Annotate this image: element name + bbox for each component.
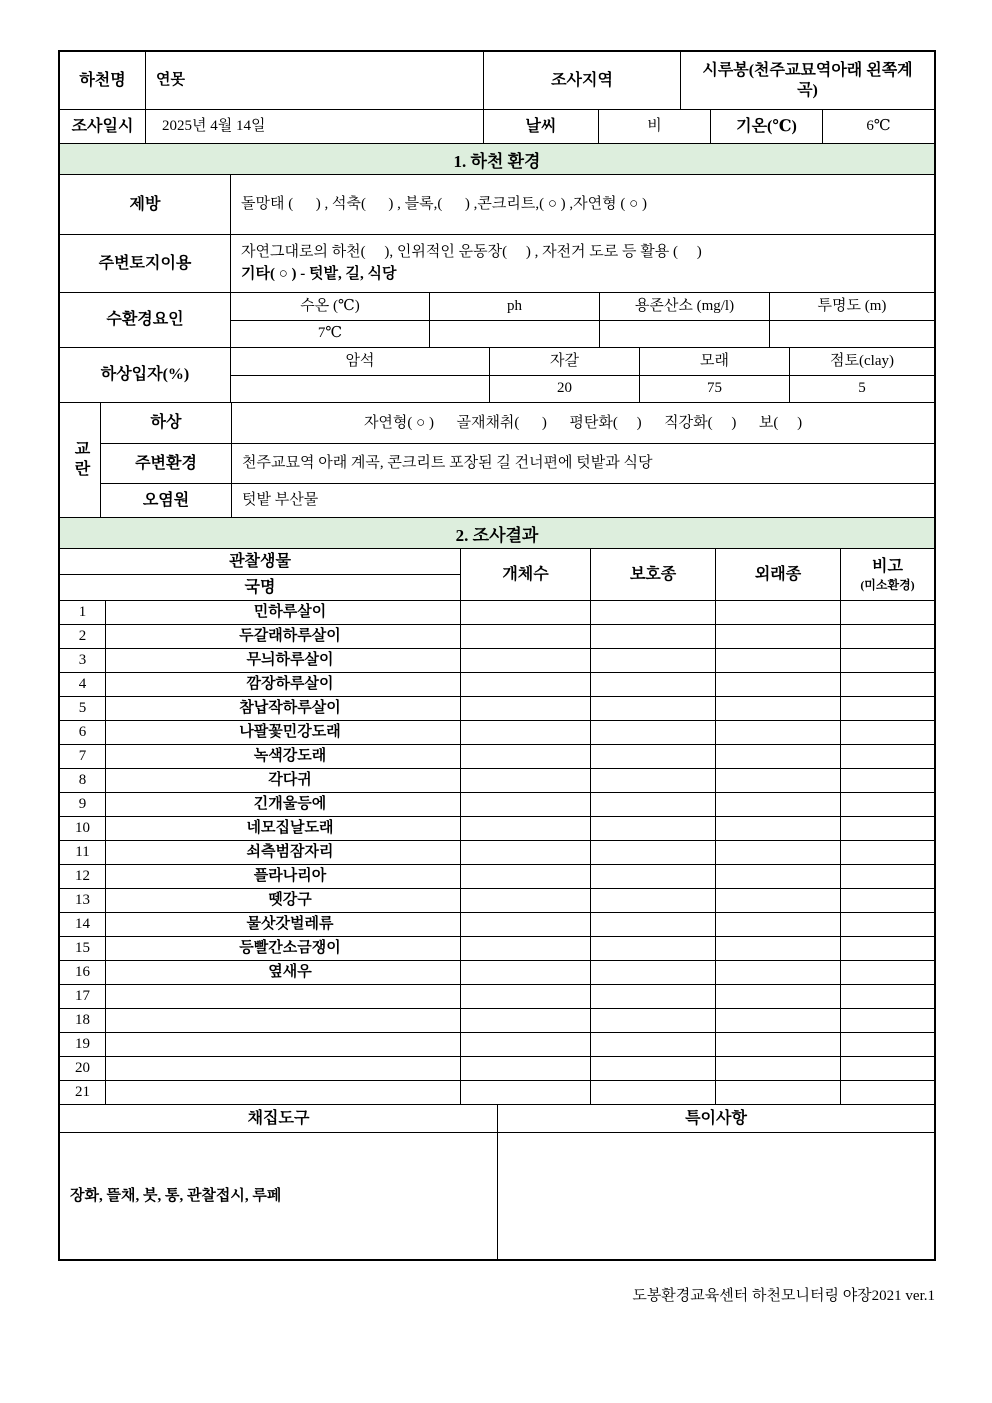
bed-particles-header — [231, 348, 934, 375]
invasive-cell — [715, 745, 840, 768]
species-row — [60, 1080, 934, 1104]
invasive-cell — [715, 1009, 840, 1032]
disturbance-grid — [100, 403, 934, 517]
remark-cell — [840, 745, 934, 768]
count-cell — [460, 961, 590, 984]
species-row — [60, 696, 934, 720]
count-cell — [460, 1009, 590, 1032]
name-header-row — [60, 574, 460, 600]
protected-cell — [590, 673, 715, 696]
remark-cell — [840, 1057, 934, 1080]
invasive-cell — [715, 625, 840, 648]
remark-sub-label: (미소환경) — [860, 577, 915, 592]
remark-cell — [840, 793, 934, 816]
species-row — [60, 672, 934, 696]
land-use-line1: 자연그대로의 하천( ), 인위적인 운동장( ) , 자전거 도로 등 활용 ( ) — [241, 244, 702, 261]
count-cell — [460, 721, 590, 744]
remark-cell — [840, 961, 934, 984]
water-factors-values — [231, 320, 934, 348]
bed-row — [101, 403, 934, 443]
invasive-cell — [715, 1033, 840, 1056]
embankment-label: 제방 — [129, 195, 161, 213]
species-name: 플라나리아 — [105, 865, 460, 888]
species-no: 6 — [78, 724, 87, 741]
remark-cell — [840, 817, 934, 840]
protected-cell — [590, 1009, 715, 1032]
sand-header: 모래 — [639, 348, 789, 375]
observed-header-row — [60, 549, 460, 574]
species-row — [60, 984, 934, 1008]
species-name: 뗏강구 — [105, 889, 460, 912]
invasive-cell — [715, 937, 840, 960]
land-use-line2: 기타( ○ ) - 텃밭, 길, 식당 — [241, 266, 397, 282]
remark-label-cell — [840, 549, 934, 600]
water-temp-header: 수온 (℃) — [300, 297, 360, 314]
land-use-value — [230, 235, 934, 292]
section1-title: 1. 하천 환경 — [60, 143, 934, 174]
species-name: 참납작하루살이 — [105, 697, 460, 720]
temperature-label: 기온(℃) — [710, 110, 822, 143]
invasive-cell — [715, 601, 840, 624]
remark-cell — [840, 985, 934, 1008]
species-no: 10 — [75, 820, 90, 837]
count-cell — [460, 913, 590, 936]
remark-cell — [840, 601, 934, 624]
species-row — [60, 816, 934, 840]
survey-form — [58, 50, 936, 1261]
count-cell — [460, 673, 590, 696]
count-cell — [460, 769, 590, 792]
weather-label: 날씨 — [483, 110, 598, 143]
observed-header-group — [60, 549, 460, 600]
dissolved-oxygen-value — [599, 321, 769, 348]
clay-header: 점토(clay) — [789, 348, 934, 375]
species-no: 9 — [78, 796, 87, 813]
species-no: 20 — [75, 1060, 90, 1077]
species-name — [105, 1081, 460, 1104]
count-cell — [460, 1057, 590, 1080]
protected-label: 보호종 — [590, 549, 715, 600]
notes-label: 특이사항 — [497, 1105, 934, 1132]
survey-date-value: 2025년 4월 14일 — [145, 110, 483, 143]
count-cell — [460, 817, 590, 840]
species-no: 11 — [75, 844, 90, 861]
bed-label: 하상 — [150, 414, 182, 431]
results-header — [60, 548, 934, 600]
species-name — [105, 1057, 460, 1080]
count-cell — [460, 745, 590, 768]
count-cell — [460, 601, 590, 624]
species-row — [60, 624, 934, 648]
pollution-value: 텃밭 부산물 — [231, 484, 934, 517]
species-no: 21 — [75, 1084, 90, 1101]
invasive-cell — [715, 1081, 840, 1104]
protected-cell — [590, 817, 715, 840]
protected-cell — [590, 697, 715, 720]
invasive-cell — [715, 985, 840, 1008]
remark-cell — [840, 841, 934, 864]
protected-cell — [590, 865, 715, 888]
bottom-header-row — [60, 1104, 934, 1132]
gravel-value: 20 — [489, 376, 639, 403]
surroundings-label: 주변환경 — [135, 454, 197, 472]
invasive-cell — [715, 673, 840, 696]
protected-cell — [590, 985, 715, 1008]
section2-title: 2. 조사결과 — [60, 517, 934, 548]
remark-cell — [840, 865, 934, 888]
bed-particles-grid — [230, 348, 934, 402]
disturbance-label: 교란 — [72, 440, 89, 480]
species-row — [60, 1056, 934, 1080]
species-no: 12 — [75, 868, 90, 885]
remark-cell — [840, 649, 934, 672]
invasive-cell — [715, 1057, 840, 1080]
protected-cell — [590, 649, 715, 672]
species-row — [60, 864, 934, 888]
transparency-value — [769, 321, 934, 348]
invasive-cell — [715, 769, 840, 792]
rock-header: 암석 — [345, 352, 375, 369]
species-name: 등빨간소금쟁이 — [105, 937, 460, 960]
species-no: 15 — [75, 940, 90, 957]
protected-cell — [590, 601, 715, 624]
surroundings-value: 천주교묘역 아래 계곡, 콘크리트 포장된 길 건너편에 텃밭과 식당 — [231, 444, 934, 483]
remark-label: 비고 — [872, 557, 903, 575]
species-row — [60, 912, 934, 936]
survey-area-value: 시루봉(천주교묘역아래 왼쪽계곡) — [680, 52, 934, 109]
species-no: 18 — [75, 1012, 90, 1029]
species-row — [60, 600, 934, 624]
species-name: 깜장하루살이 — [105, 673, 460, 696]
species-row — [60, 648, 934, 672]
species-name — [105, 1009, 460, 1032]
species-no: 16 — [75, 964, 90, 981]
species-no: 8 — [78, 772, 87, 789]
protected-cell — [590, 745, 715, 768]
invasive-cell — [715, 961, 840, 984]
species-row — [60, 1032, 934, 1056]
clay-value: 5 — [789, 376, 934, 403]
embankment-row — [60, 174, 934, 234]
water-factors-label: 수환경요인 — [106, 311, 184, 328]
remark-cell — [840, 889, 934, 912]
ph-value — [429, 321, 599, 348]
stream-name-label: 하천명 — [79, 71, 126, 89]
protected-cell — [590, 961, 715, 984]
sand-value: 75 — [639, 376, 789, 403]
notes-value — [497, 1133, 934, 1259]
species-no: 5 — [78, 700, 87, 717]
bed-value: 자연형( ○ ) 골재채취( ) 평탄화( ) 직강화( ) 보( ) — [231, 403, 934, 443]
protected-cell — [590, 793, 715, 816]
bed-particles-row — [60, 347, 934, 402]
temperature-value: 6℃ — [822, 110, 934, 143]
species-name: 옆새우 — [105, 961, 460, 984]
protected-cell — [590, 913, 715, 936]
species-row — [60, 744, 934, 768]
protected-cell — [590, 937, 715, 960]
water-factors-row — [60, 292, 934, 347]
count-cell — [460, 625, 590, 648]
count-cell — [460, 841, 590, 864]
disturbance-block — [60, 402, 934, 517]
species-row — [60, 840, 934, 864]
pollution-label: 오염원 — [142, 491, 190, 509]
species-name — [105, 985, 460, 1008]
protected-cell — [590, 625, 715, 648]
species-no: 1 — [78, 604, 87, 621]
count-label: 개체수 — [460, 549, 590, 600]
protected-cell — [590, 841, 715, 864]
species-row — [60, 888, 934, 912]
bed-particles-label: 하상입자(%) — [100, 366, 190, 383]
remark-cell — [840, 769, 934, 792]
embankment-value: 돌망태 ( ) , 석축( ) , 블록,( ) ,콘크리트,( ○ ) ,자연형 ( ○ ) — [230, 175, 934, 234]
remark-cell — [840, 625, 934, 648]
remark-cell — [840, 1033, 934, 1056]
observed-label: 관찰생물 — [229, 552, 291, 570]
species-no: 17 — [75, 988, 90, 1005]
invasive-cell — [715, 721, 840, 744]
surroundings-row — [101, 443, 934, 483]
bottom-body-row — [60, 1132, 934, 1259]
species-name — [105, 1033, 460, 1056]
remark-cell — [840, 697, 934, 720]
species-name: 녹색강도래 — [105, 745, 460, 768]
water-temp-value: 7℃ — [317, 325, 343, 342]
count-cell — [460, 889, 590, 912]
invasive-cell — [715, 865, 840, 888]
tools-label: 채집도구 — [247, 1109, 310, 1127]
invasive-cell — [715, 697, 840, 720]
footer-credit: 도봉환경교육센터 하천모니터링 야장2021 ver.1 — [632, 1288, 935, 1304]
rock-value — [231, 376, 489, 403]
land-use-row — [60, 234, 934, 292]
remark-cell — [840, 673, 934, 696]
species-no: 14 — [75, 916, 90, 933]
species-row — [60, 720, 934, 744]
gravel-header: 자갈 — [489, 348, 639, 375]
transparency-header: 투명도 (m) — [769, 293, 934, 320]
ph-header: ph — [429, 293, 599, 320]
invasive-label: 외래종 — [715, 549, 840, 600]
remark-cell — [840, 1081, 934, 1104]
header-row-2 — [60, 109, 934, 143]
invasive-cell — [715, 889, 840, 912]
remark-cell — [840, 721, 934, 744]
species-name: 네모집날도래 — [105, 817, 460, 840]
species-no: 2 — [78, 628, 87, 645]
count-cell — [460, 697, 590, 720]
invasive-cell — [715, 913, 840, 936]
count-cell — [460, 865, 590, 888]
species-no: 13 — [75, 892, 90, 909]
protected-cell — [590, 721, 715, 744]
survey-date-label: 조사일시 — [71, 117, 134, 135]
survey-area-label: 조사지역 — [483, 52, 680, 109]
bed-particles-values — [231, 375, 934, 403]
invasive-cell — [715, 649, 840, 672]
remark-cell — [840, 913, 934, 936]
protected-cell — [590, 1057, 715, 1080]
species-name: 쇠측범잠자리 — [105, 841, 460, 864]
count-cell — [460, 1033, 590, 1056]
species-no: 19 — [75, 1036, 90, 1053]
invasive-cell — [715, 817, 840, 840]
count-cell — [460, 985, 590, 1008]
count-cell — [460, 937, 590, 960]
species-name: 나팔꽃민강도래 — [105, 721, 460, 744]
invasive-cell — [715, 841, 840, 864]
water-factors-grid — [230, 293, 934, 347]
dissolved-oxygen-header: 용존산소 (mg/l) — [599, 293, 769, 320]
species-name: 민하루살이 — [105, 601, 460, 624]
protected-cell — [590, 889, 715, 912]
count-cell — [460, 793, 590, 816]
species-no: 7 — [78, 748, 87, 765]
tools-value: 장화, 뜰채, 붓, 통, 관찰접시, 루페 — [70, 1187, 282, 1204]
stream-name-value: 연못 — [145, 52, 483, 109]
protected-cell — [590, 1081, 715, 1104]
header-row-1 — [60, 52, 934, 109]
land-use-label: 주변토지이용 — [98, 254, 192, 272]
species-name: 각다귀 — [105, 769, 460, 792]
species-row — [60, 960, 934, 984]
invasive-cell — [715, 793, 840, 816]
weather-value: 비 — [598, 110, 710, 143]
pollution-row — [101, 483, 934, 517]
species-name: 물삿갓벌레류 — [105, 913, 460, 936]
water-factors-header — [231, 293, 934, 320]
species-row — [60, 768, 934, 792]
species-no: 4 — [78, 676, 87, 693]
name-label: 국명 — [244, 578, 276, 596]
species-name: 두갈래하루살이 — [105, 625, 460, 648]
remark-cell — [840, 937, 934, 960]
species-row — [60, 792, 934, 816]
protected-cell — [590, 769, 715, 792]
protected-cell — [590, 1033, 715, 1056]
species-row — [60, 936, 934, 960]
remark-cell — [840, 1009, 934, 1032]
species-no: 3 — [78, 652, 87, 669]
species-name: 무늬하루살이 — [105, 649, 460, 672]
species-name: 긴개울등에 — [105, 793, 460, 816]
count-cell — [460, 649, 590, 672]
species-row — [60, 1008, 934, 1032]
count-cell — [460, 1081, 590, 1104]
